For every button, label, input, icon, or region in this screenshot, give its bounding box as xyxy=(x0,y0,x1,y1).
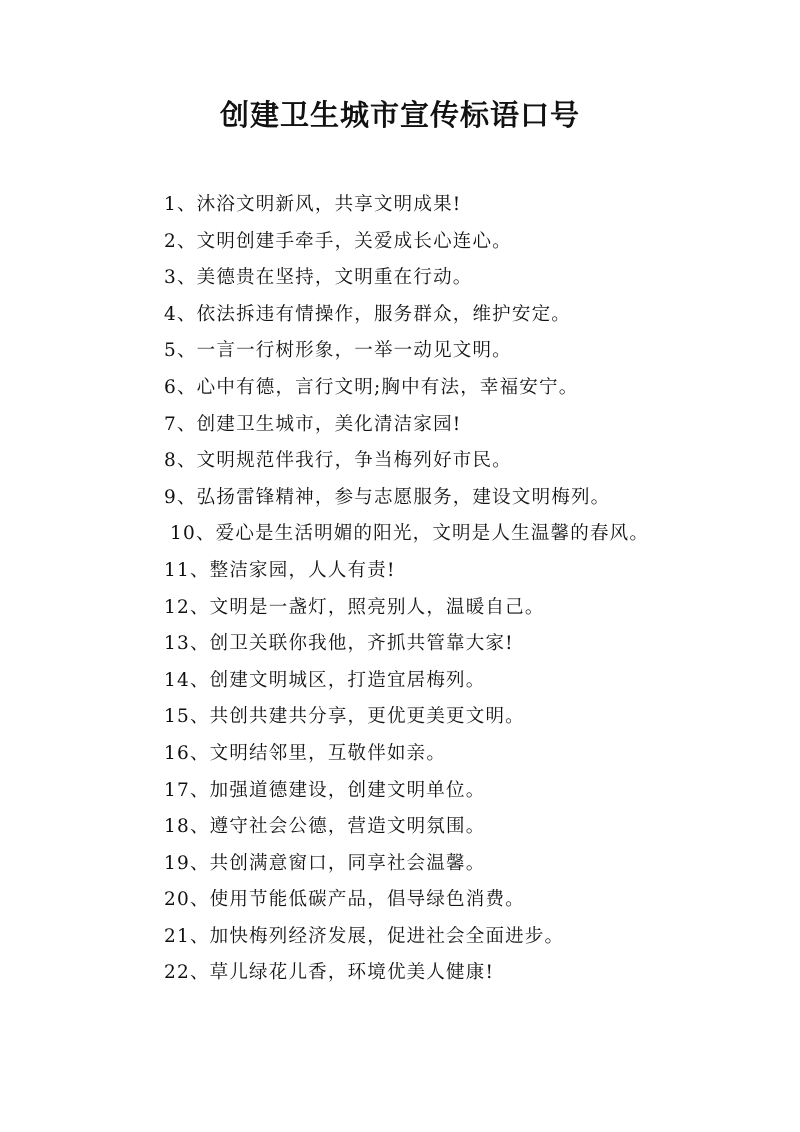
slogan-item-21: 21、加快梅列经济发展，促进社会全面进步。 xyxy=(164,925,565,947)
slogan-item-18: 18、遵守社会公德，营造文明氛围。 xyxy=(164,816,486,838)
slogan-item-12: 12、文明是一盏灯，照亮别人，温暖自己。 xyxy=(164,596,545,618)
slogan-item-9: 9、弘扬雷锋精神，参与志愿服务，建设文明梅列。 xyxy=(164,486,611,508)
slogan-item-10: 10、爱心是生活明媚的阳光，文明是人生温馨的春风。 xyxy=(170,523,650,545)
slogan-list xyxy=(164,187,784,992)
slogan-item-7: 7、创建卫生城市，美化清洁家园! xyxy=(164,413,462,435)
slogan-item-22: 22、草儿绿花儿香，环境优美人健康! xyxy=(164,962,495,984)
slogan-item-5: 5、一言一行树形象，一举一动见文明。 xyxy=(164,340,512,362)
slogan-item-13: 13、创卫关联你我他，齐抓共管靠大家! xyxy=(164,633,514,655)
document-title: 创建卫生城市宣传标语口号 xyxy=(219,98,580,132)
slogan-item-2: 2、文明创建手牵手，关爱成长心连心。 xyxy=(164,230,512,252)
slogan-item-8: 8、文明规范伴我行，争当梅列好市民。 xyxy=(164,450,512,472)
slogan-item-6: 6、心中有德，言行文明;胸中有法，幸福安宁。 xyxy=(164,376,579,398)
slogan-item-20: 20、使用节能低碳产品，倡导绿色消费。 xyxy=(164,889,525,911)
slogan-item-14: 14、创建文明城区，打造宜居梅列。 xyxy=(164,669,486,691)
slogan-item-11: 11、整洁家园，人人有责! xyxy=(164,559,396,581)
slogan-item-15: 15、共创共建共分享，更优更美更文明。 xyxy=(164,706,525,728)
slogan-item-16: 16、文明结邻里，互敬伴如亲。 xyxy=(164,742,447,764)
slogan-item-1: 1、沐浴文明新风，共享文明成果! xyxy=(164,194,462,215)
slogan-item-19: 19、共创满意窗口，同享社会温馨。 xyxy=(164,852,486,874)
slogan-item-3: 3、美德贵在坚持，文明重在行动。 xyxy=(164,267,473,289)
slogan-item-4: 4、依法拆违有情操作，服务群众，维护安定。 xyxy=(164,303,571,325)
slogan-item-17: 17、加强道德建设，创建文明单位。 xyxy=(164,779,486,801)
